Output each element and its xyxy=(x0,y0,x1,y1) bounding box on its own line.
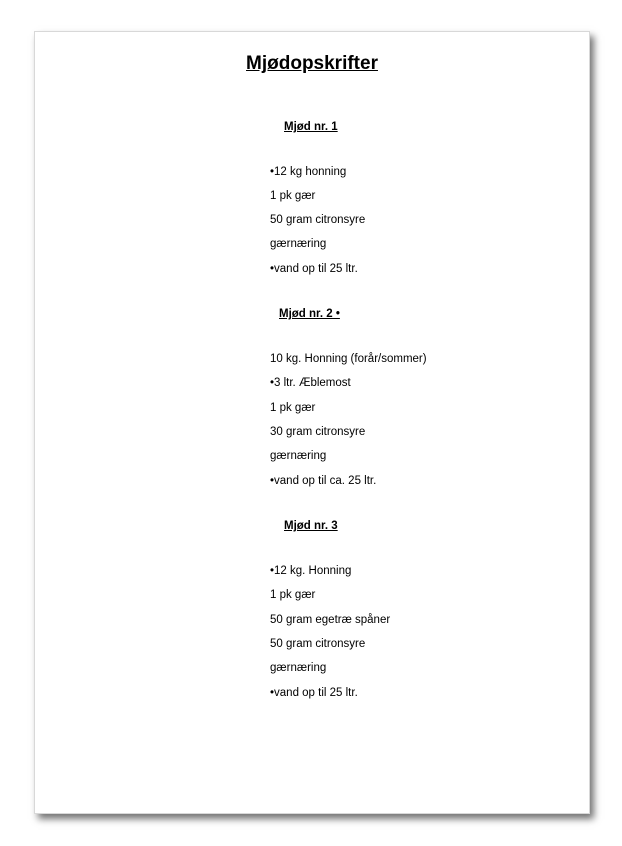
section-3-line-5: gærnæring xyxy=(270,662,327,674)
section-3-line-3: 50 gram egetræ spåner xyxy=(270,614,391,626)
section-1-line-1: •12 kg honning xyxy=(270,166,347,178)
document-page xyxy=(34,31,590,814)
section-1-line-2: 1 pk gær xyxy=(270,190,316,202)
section-3-line-1: •12 kg. Honning xyxy=(270,565,352,577)
section-3-heading: Mjød nr. 3 xyxy=(284,520,338,532)
section-2-line-3: 1 pk gær xyxy=(270,402,316,414)
section-2-line-6: •vand op til ca. 25 ltr. xyxy=(270,475,377,487)
section-3-line-4: 50 gram citronsyre xyxy=(270,638,366,650)
section-2-line-5: gærnæring xyxy=(270,450,327,462)
section-1-line-3: 50 gram citronsyre xyxy=(270,214,366,226)
section-2-line-4: 30 gram citronsyre xyxy=(270,426,366,438)
section-1-line-4: gærnæring xyxy=(270,238,327,250)
section-2-line-2: •3 ltr. Æblemost xyxy=(270,377,351,389)
section-3-line-6: •vand op til 25 ltr. xyxy=(270,687,358,699)
section-3-line-2: 1 pk gær xyxy=(270,589,316,601)
section-2-line-1: 10 kg. Honning (forår/sommer) xyxy=(270,353,427,365)
section-1-line-5: •vand op til 25 ltr. xyxy=(270,263,358,275)
document-title: Mjødopskrifter xyxy=(246,53,378,74)
section-2-heading: Mjød nr. 2 • xyxy=(279,308,340,320)
section-1-heading: Mjød nr. 1 xyxy=(284,121,338,133)
